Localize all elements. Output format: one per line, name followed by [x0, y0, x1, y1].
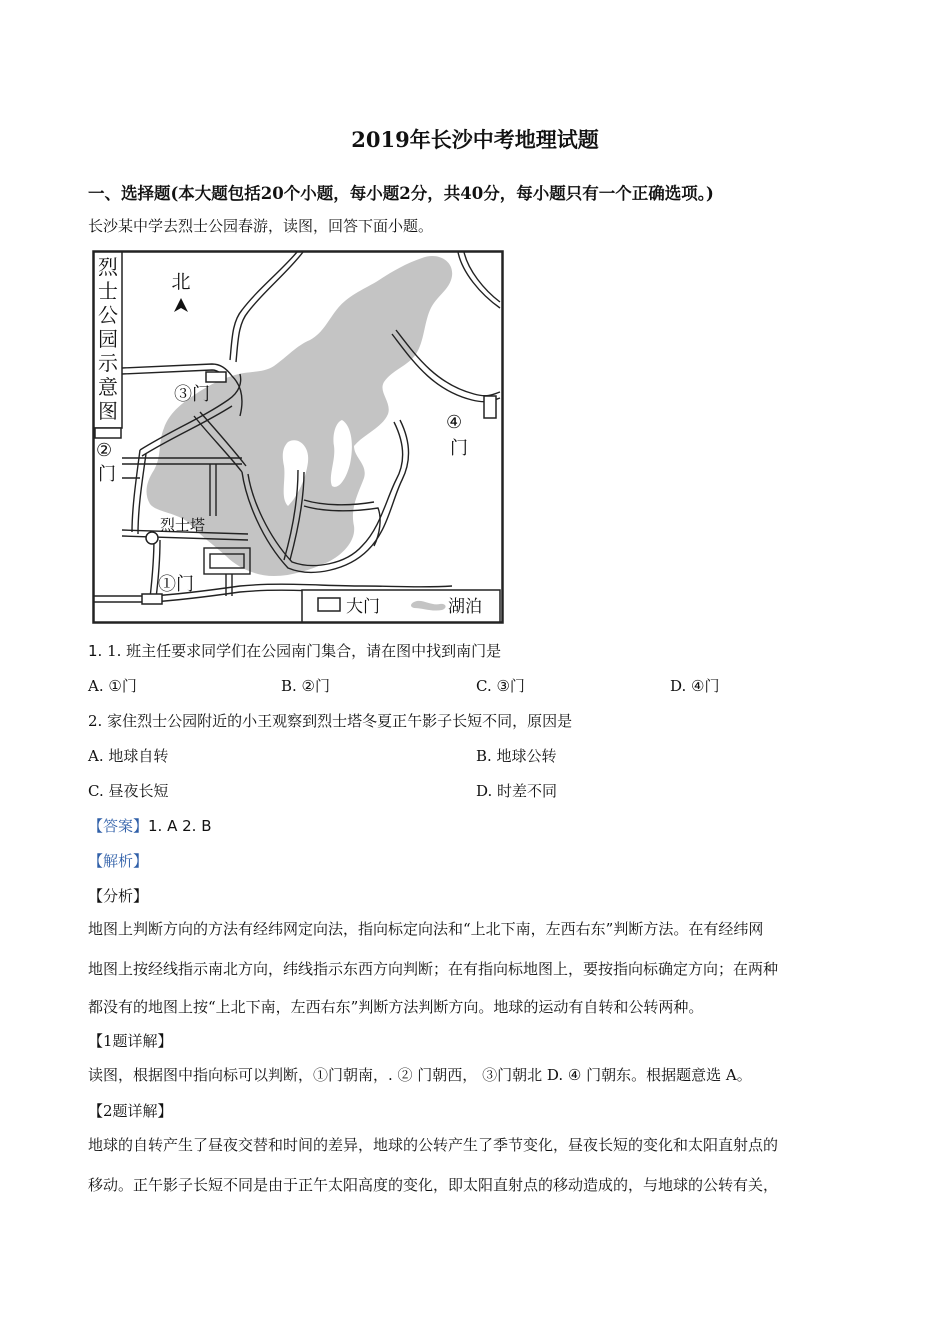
tower-label: 烈士塔 — [160, 516, 206, 534]
north-label: 北 — [171, 271, 191, 293]
gate-3-marker — [206, 372, 226, 382]
answer-label: 【答案】 — [88, 817, 149, 835]
q1-stem-text: 1. 班主任要求同学们在公园南门集合，请在图中找到南门是 — [107, 642, 502, 660]
legend-gate-label: 大门 — [346, 597, 380, 617]
legend-gate-icon — [318, 598, 340, 611]
detail1-label: 【1题详解】 — [88, 1032, 173, 1050]
q2-option-c: C. 昼夜长短 — [88, 782, 169, 800]
gate-4-num: ④ — [446, 412, 463, 433]
q2-option-d: D. 时差不同 — [476, 782, 558, 800]
page-title: 2019年长沙中考地理试题 — [351, 127, 599, 152]
gate-1-marker — [142, 594, 162, 604]
park-map — [92, 250, 504, 624]
fenxi-label: 【分析】 — [88, 887, 149, 905]
fenxi-line: 都没有的地图上按“上北下南，左西右东”判断方法判断方向。地球的运动有自转和公转两种。 — [88, 998, 704, 1016]
fenxi-line: 地图上判断方向的方法有经纬网定向法，指向标定向法和“上北下南，左西右东”判断方法。在有经纬网 — [88, 920, 764, 938]
map-title-char: 图 — [98, 399, 118, 423]
detail1-text: 读图，根据图中指向标可以判断，①门朝南，. ② 门朝西， ③门朝北 D. ④ 门朝东。根据题意选 A。 — [88, 1066, 752, 1084]
detail2-line: 移动。正午影子长短不同是由于正午太阳高度的变化，即太阳直射点的移动造成的，与地球的公转有关， — [88, 1176, 779, 1194]
q1-option-b: B. ②门 — [281, 677, 331, 695]
gate-2-marker — [95, 428, 121, 438]
gate-4-door: 门 — [450, 438, 468, 459]
map-title-char: 公 — [98, 303, 118, 327]
map-title-char: 园 — [98, 327, 118, 351]
detail2-label: 【2题详解】 — [88, 1102, 173, 1120]
map-title-char: 示 — [98, 351, 118, 375]
gate-2-num: ② — [96, 440, 113, 461]
map-title-char: 烈 — [98, 255, 118, 279]
answer-line — [88, 815, 212, 836]
gate-2-door: 门 — [98, 464, 116, 485]
gate-1-label: ①门 — [158, 574, 194, 595]
gate-4-marker — [484, 396, 496, 418]
answer-text: 1. A 2. B — [148, 817, 212, 835]
map-title-char: 士 — [98, 279, 118, 303]
q2-option-a: A. 地球自转 — [88, 747, 169, 765]
fenxi-line: 地图上按经线指示南北方向，纬线指示东西方向判断；在有指向标地图上，要按指向标确定方向；在两种 — [88, 960, 779, 978]
map-title-char: 意 — [98, 375, 118, 399]
q1-option-a: A. ①门 — [88, 677, 137, 695]
q1-option-d: D. ④门 — [670, 677, 720, 695]
section-heading: 一、选择题(本大题包括20个小题，每小题2分，共40分，每小题只有一个正确选项。) — [88, 184, 714, 203]
gate-3-label: ③门 — [174, 384, 210, 405]
legend-lake-label: 湖泊 — [448, 597, 482, 617]
tower-marker — [146, 532, 158, 544]
analysis-label: 【解析】 — [88, 852, 149, 870]
q2-stem: 2. 家住烈士公园附近的小王观察到烈士塔冬夏正午影子长短不同，原因是 — [88, 712, 573, 730]
q1-stem: 1. 1. 班主任要求同学们在公园南门集合，请在图中找到南门是 — [88, 642, 502, 660]
detail2-line: 地球的自转产生了昼夜交替和时间的差异，地球的公转产生了季节变化，昼夜长短的变化和太阳直射点的 — [88, 1136, 779, 1154]
q2-option-b: B. 地球公转 — [476, 747, 557, 765]
q1-option-c: C. ③门 — [476, 677, 525, 695]
intro-text: 长沙某中学去烈士公园春游，读图，回答下面小题。 — [88, 217, 434, 235]
